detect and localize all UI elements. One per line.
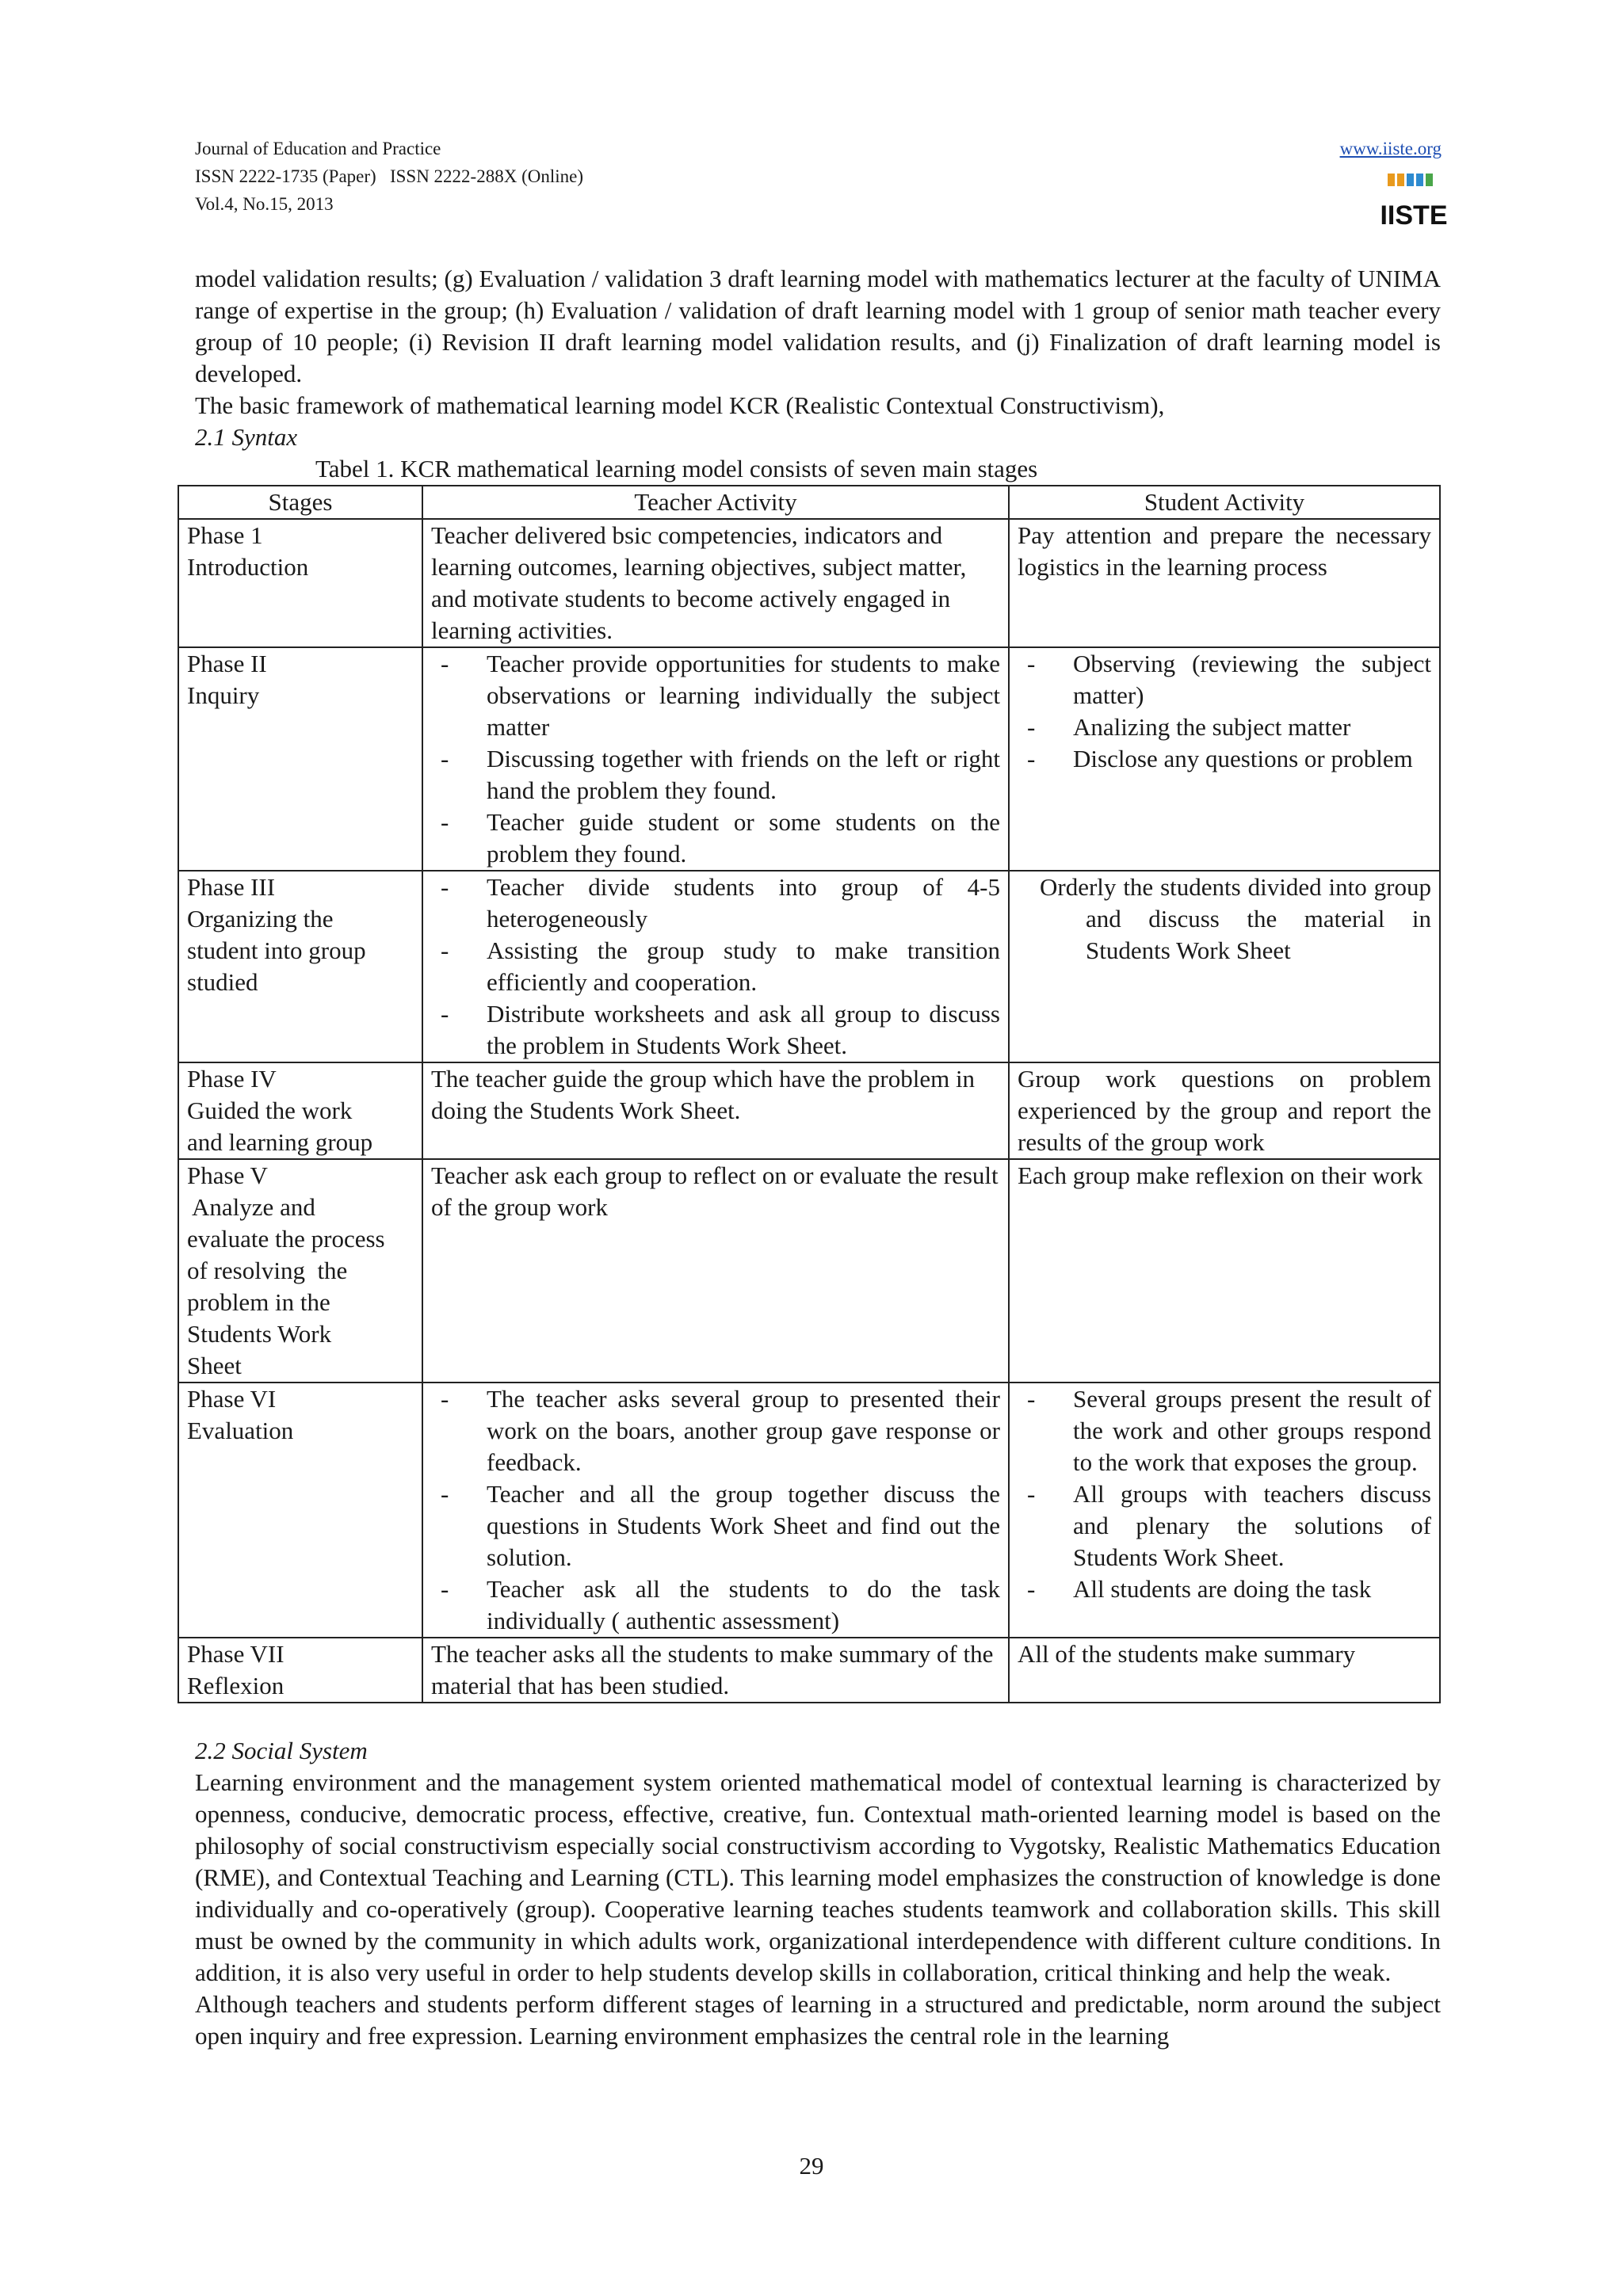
stage-label: Phase II: [187, 650, 267, 677]
table-header-row: [178, 486, 1440, 519]
teacher-activity-cell: The teacher guide the group which have the problem in doing the Students Work Sheet.: [422, 1062, 1009, 1159]
stage-cell: [178, 1159, 422, 1383]
table-row: [178, 1159, 1440, 1383]
stage-label: Phase III: [187, 873, 276, 901]
stage-label: of resolving the: [187, 1257, 348, 1284]
social-system-paragraph-1: Learning environment and the management system oriented mathematical model of contextual learning is characterized by openness, conducive, democratic process, effective, creative, fun. Contextual math-oriented learning model is based on the philosophy of social constructivism especially social constructivism according to Vygotsky, Realistic Mathematics Education (RME), and Contextual Teaching and Learning (CTL). This learning model emphasizes the construction of knowledge is done individually and co-operatively (group). Cooperative learning teaches students teamwork and collaboration skills. This skill must be owned by the community in which adults work, organizational interdependence with different culture conditions. In addition, it is also very useful in order to help students develop skills in collaboration, critical thinking and help the weak.: [195, 1768, 1441, 1986]
header-student-activity: Student Activity: [1009, 486, 1440, 519]
issn-line: ISSN 2222-1735 (Paper) ISSN 2222-288X (Online): [195, 166, 583, 186]
stage-label: Reflexion: [187, 1672, 285, 1699]
stage-label: Phase 1: [187, 521, 263, 549]
table-caption: Tabel 1. KCR mathematical learning model consists of seven main stages: [315, 455, 1038, 482]
stage-label: Evaluation: [187, 1417, 294, 1444]
teacher-activity-cell: Teacher ask each group to reflect on or evaluate the result of the group work: [422, 1159, 1009, 1383]
table-row: [178, 871, 1440, 1062]
stage-label: Phase IV: [187, 1065, 277, 1093]
list-item: - Distribute worksheets and ask all group to discuss the problem in Students Work Sheet.: [431, 998, 1000, 1062]
teacher-activity-cell: Teacher delivered bsic competencies, indicators and learning outcomes, learning objectives, subject matter, and motivate students to become actively engaged in learning activities.: [422, 519, 1009, 647]
stage-cell: [178, 1062, 422, 1159]
stage-label: student into group: [187, 936, 366, 964]
syntax-heading: 2.1 Syntax: [195, 423, 298, 451]
framework-sentence: The basic framework of mathematical learning model KCR (Realistic Contextual Constructivism),: [195, 391, 1165, 419]
list-item: - Observing (reviewing the subject matter): [1018, 648, 1431, 711]
list-item: - Teacher guide student or some students on the problem they found.: [431, 807, 1000, 870]
intro-paragraph: model validation results; (g) Evaluation / validation 3 draft learning model with mathematics lecturer at the faculty of UNIMA range of expertise in the group; (h) Evaluation / validation of draft learning model with 1 group of senior math teacher every group of 10 people; (i) Revision II draft learning model validation results, and (j) Finalization of draft learning model is developed.: [195, 265, 1441, 387]
journal-url-block: [1340, 135, 1442, 162]
stage-label: Phase VII: [187, 1640, 285, 1668]
social-system-paragraph-2: Although teachers and students perform different stages of learning in a structured and predictable, norm around the subject open inquiry and free expression. Learning environment emphasizes the central role in the learning: [195, 1990, 1441, 2050]
teacher-activity-cell: [422, 647, 1009, 871]
list-item: - Discussing together with friends on the left or right hand the problem they found.: [431, 743, 1000, 807]
list-item: - Analizing the subject matter: [1018, 711, 1431, 743]
stage-label: studied: [187, 968, 258, 996]
student-activity-cell: Pay attention and prepare the necessary logistics in the learning process: [1009, 519, 1440, 647]
student-activity-cell: [1009, 647, 1440, 871]
header-teacher-activity: Teacher Activity: [422, 486, 1009, 519]
svg-text:IISTE: IISTE: [1380, 200, 1448, 231]
stage-label: Sheet: [187, 1352, 242, 1379]
stage-label: Inquiry: [187, 681, 260, 709]
student-activity-text: Orderly the students divided into group and discuss the material in Students Work Sheet: [1040, 873, 1431, 964]
journal-name: Journal of Education and Practice: [195, 139, 441, 158]
social-system-heading: 2.2 Social System: [195, 1737, 368, 1764]
list-item: - The teacher asks several group to presented their work on the boars, another group gave response or feedback.: [431, 1383, 1000, 1478]
kcr-stages-table: [178, 485, 1441, 1703]
list-item: - Teacher ask all the students to do the task individually ( authentic assessment): [431, 1573, 1000, 1637]
stage-label: Phase VI: [187, 1385, 277, 1413]
stage-label: Phase V: [187, 1161, 268, 1189]
list-item: - All groups with teachers discuss and plenary the solutions of Students Work Sheet.: [1018, 1478, 1431, 1573]
stage-cell: [178, 647, 422, 871]
list-item: - Teacher provide opportunities for students to make observations or learning individually the subject matter: [431, 648, 1000, 743]
list-item: - Assisting the group study to make transition efficiently and cooperation.: [431, 935, 1000, 998]
student-activity-cell: Group work questions on problem experienced by the group and report the results of the group work: [1009, 1062, 1440, 1159]
iiste-logo: [1380, 170, 1448, 231]
page-content: [187, 263, 1441, 2052]
stage-cell: [178, 1638, 422, 1703]
student-activity-cell: All of the students make summary: [1009, 1638, 1440, 1703]
page-number: 29: [799, 2152, 824, 2180]
table-row: [178, 1383, 1440, 1638]
student-activity-cell: [1009, 1383, 1440, 1638]
stage-label: Introduction: [187, 553, 309, 581]
stage-cell: [178, 1383, 422, 1638]
stage-cell: [178, 871, 422, 1062]
stage-label: Guided the work: [187, 1097, 353, 1124]
table-row: [178, 1062, 1440, 1159]
list-item: - Several groups present the result of the work and other groups respond to the work that exposes the group.: [1018, 1383, 1431, 1478]
stage-label: problem in the: [187, 1288, 330, 1316]
stage-label: and learning group: [187, 1128, 373, 1156]
stage-label: evaluate the process: [187, 1225, 385, 1253]
teacher-activity-cell: [422, 1383, 1009, 1638]
list-item: - Teacher and all the group together discuss the questions in Students Work Sheet and find out the solution.: [431, 1478, 1000, 1573]
volume-line: Vol.4, No.15, 2013: [195, 194, 334, 214]
teacher-activity-cell: [422, 871, 1009, 1062]
journal-header: [195, 135, 583, 218]
table-row: [178, 647, 1440, 871]
student-activity-cell: Each group make reflexion on their work: [1009, 1159, 1440, 1383]
list-item: - Disclose any questions or problem: [1018, 743, 1431, 775]
stage-cell: [178, 519, 422, 647]
student-activity-cell: [1009, 871, 1440, 1062]
list-item: - All students are doing the task: [1018, 1573, 1431, 1605]
journal-url-link[interactable]: www.iiste.org: [1339, 139, 1442, 158]
list-item: - Teacher divide students into group of 4-5 heterogeneously: [431, 871, 1000, 935]
stage-label: Students Work: [187, 1320, 332, 1348]
stage-label: Analyze and: [187, 1193, 315, 1221]
header-stages: Stages: [178, 486, 422, 519]
stage-label: Organizing the: [187, 905, 334, 933]
teacher-activity-cell: The teacher asks all the students to make summary of the material that has been studied.: [422, 1638, 1009, 1703]
table-row: [178, 1638, 1440, 1703]
table-row: [178, 519, 1440, 647]
